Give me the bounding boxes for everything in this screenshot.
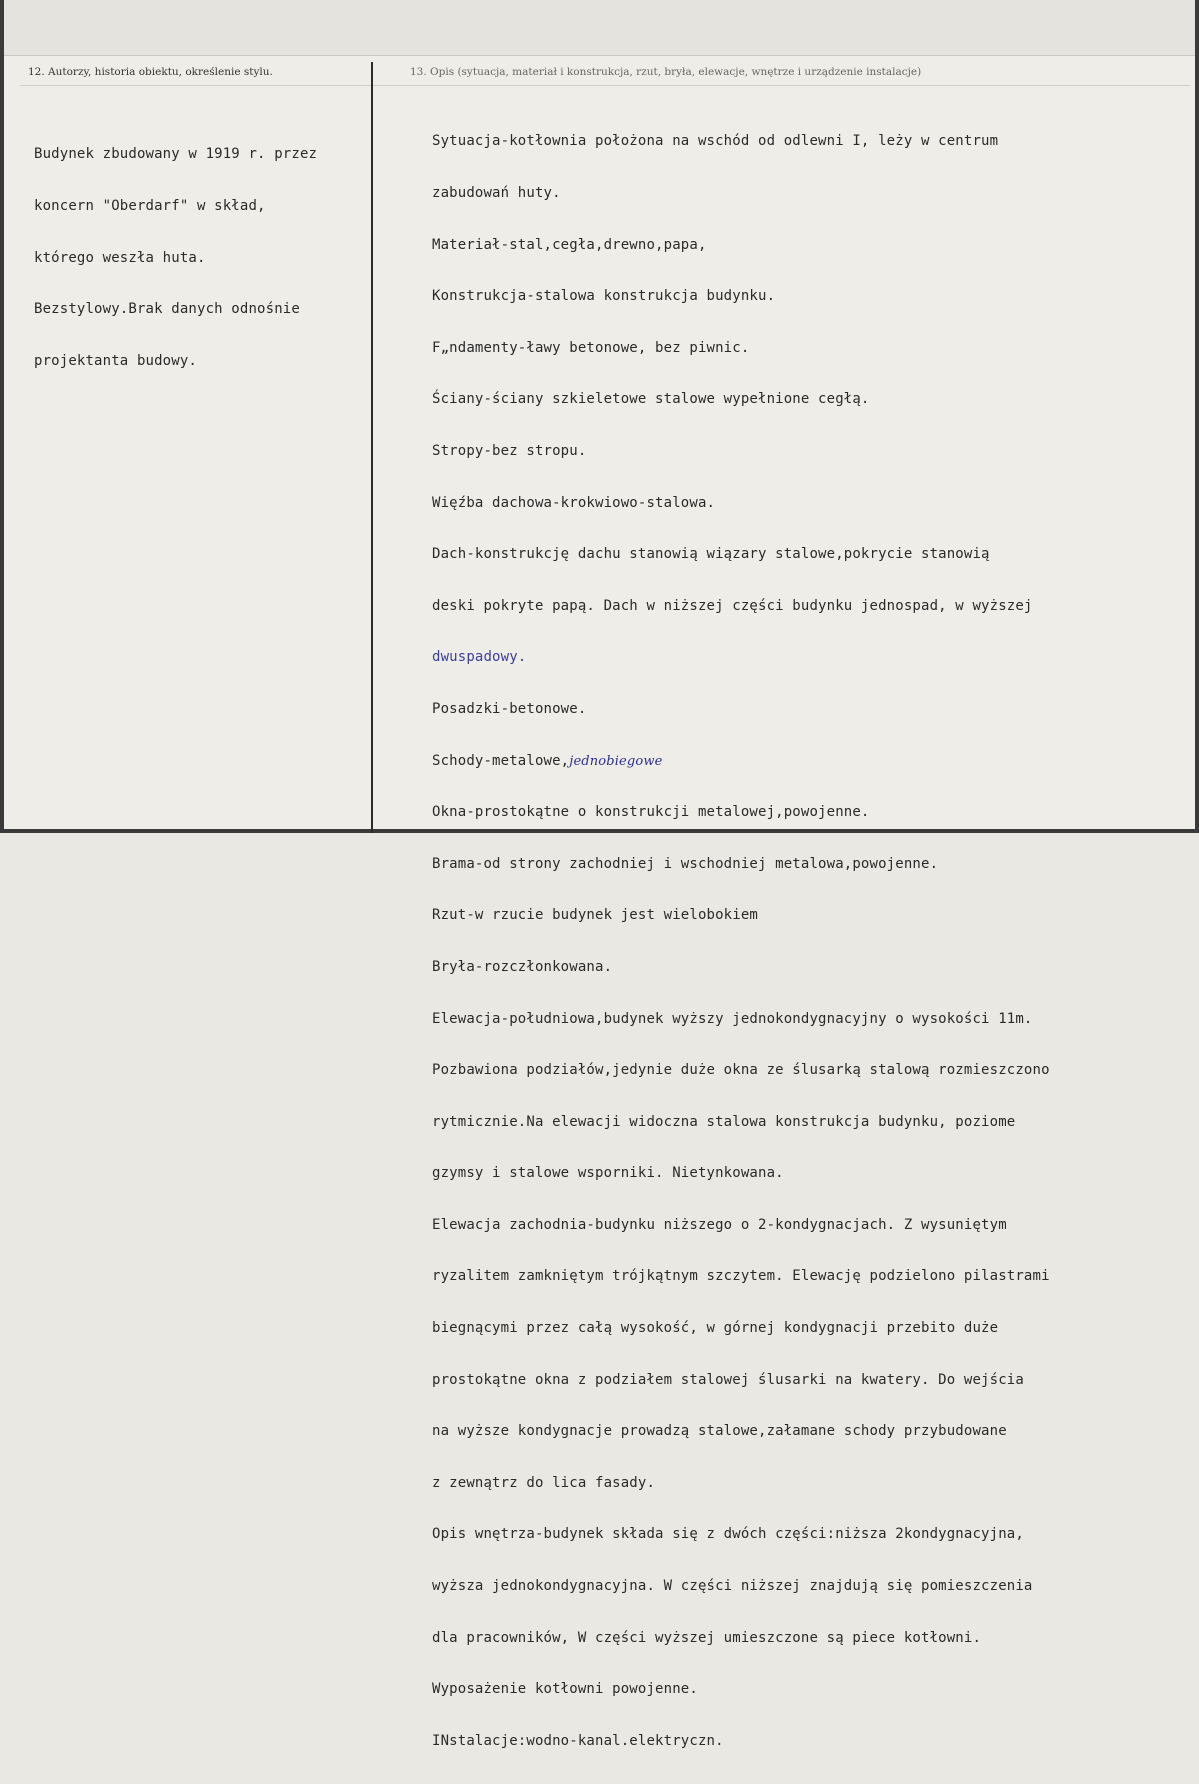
- text-line: Więźba dachowa-krokwiowo-stalowa.: [432, 494, 716, 511]
- page-left-edge: [0, 0, 4, 833]
- text-line: Rzut-w rzucie budynek jest wielobokiem: [432, 907, 758, 924]
- text-line: gzymsy i stalowe wsporniki. Nietynkowana.: [432, 1165, 784, 1182]
- text-line: Sytuacja-kotłownia położona na wschód od odlewni I, leży w centrum: [432, 133, 999, 150]
- text-line: dla pracowników, W części wyższej umieszczone są piece kotłowni.: [432, 1629, 982, 1646]
- page-right-edge: [1195, 0, 1199, 833]
- text-line: Opis wnętrza-budynek składa się z dwóch części:niższa 2kondygnacyjna,: [432, 1526, 1024, 1543]
- text-line: Konstrukcja-stalowa konstrukcja budynku.: [432, 288, 776, 305]
- text-line: Schody-metalowe,: [432, 752, 570, 769]
- text-line: Bryła-rozczłonkowana.: [432, 958, 613, 975]
- text-line: biegnącymi przez całą wysokość, w górnej kondygnacji przebito duże: [432, 1320, 999, 1337]
- text-line: rytmicznie.Na elewacji widoczna stalowa konstrukcja budynku, poziome: [432, 1113, 1016, 1130]
- text-line: Materiał-stal,cegła,drewno,papa,: [432, 236, 707, 253]
- text-line: Stropy-bez stropu.: [432, 442, 587, 459]
- text-line: Pozbawiona podziałów,jedynie duże okna ze ślusarką stalową rozmieszczono: [432, 1062, 1050, 1079]
- text-line: którego weszła huta.: [34, 249, 206, 266]
- field-13-text: [432, 99, 1050, 1784]
- text-line: Wyposażenie kotłowni powojenne.: [432, 1681, 698, 1698]
- text-line: projektanta budowy.: [34, 352, 197, 369]
- text-line: Brama-od strony zachodniej i wschodniej metalowa,powojenne.: [432, 855, 939, 872]
- text-line: F„ndamenty-ławy betonowe, bez piwnic.: [432, 339, 750, 356]
- text-line: deski pokryte papą. Dach w niższej części budynku jednospad, w wyższej: [432, 597, 1033, 614]
- field-13-label: 13. Opis (sytuacja, materiał i konstrukcja, rzut, bryła, elewacje, wnętrze i urządzenie instalacje): [410, 66, 922, 78]
- text-line: Bezstylowy.Brak danych odnośnie: [34, 301, 300, 318]
- text-line: koncern "Oberdarf" w skład,: [34, 198, 266, 214]
- column-divider: [371, 62, 373, 833]
- text-line: Ściany-ściany szkieletowe stalowe wypełnione cegłą.: [432, 391, 870, 408]
- field-12-label: 12. Autorzy, historia obiektu, określenie stylu.: [28, 66, 273, 78]
- text-line: na wyższe kondygnacje prowadzą stalowe,załamane schody przybudowane: [432, 1423, 1007, 1440]
- text-line: ryzalitem zamkniętym trójkątnym szczytem. Elewację podzielono pilastrami: [432, 1268, 1050, 1285]
- header-rule: [20, 85, 1190, 86]
- text-line: zabudowań huty.: [432, 185, 561, 201]
- text-line: Posadzki-betonowe.: [432, 700, 587, 717]
- text-line: Elewacja-południowa,budynek wyższy jednokondygnacyjny o wysokości 11m.: [432, 1010, 1033, 1027]
- text-line: Budynek zbudowany w 1919 r. przez: [34, 146, 318, 163]
- text-line: Okna-prostokątne o konstrukcji metalowej,powojenne.: [432, 804, 870, 821]
- text-line: prostokątne okna z podziałem stalowej ślusarki na kwatery. Do wejścia: [432, 1371, 1024, 1388]
- field-12-text: [34, 112, 317, 404]
- text-line: INstalacje:wodno-kanal.elektryczn.: [432, 1732, 724, 1749]
- text-line: Dach-konstrukcję dachu stanowią wiązary stalowe,pokrycie stanowią: [432, 546, 990, 563]
- page-top-edge: [0, 0, 1199, 56]
- text-line: dwuspadowy.: [432, 649, 527, 666]
- text-line: z zewnątrz do lica fasady.: [432, 1474, 656, 1491]
- handwritten-insert: jednobiegowe: [569, 753, 663, 769]
- text-line: wyższa jednokondygnacyjna. W części niższej znajdują się pomieszczenia: [432, 1578, 1033, 1595]
- text-line: Elewacja zachodnia-budynku niższego o 2-kondygnacjach. Z wysuniętym: [432, 1216, 1007, 1233]
- text-line-with-insert: [432, 753, 1050, 770]
